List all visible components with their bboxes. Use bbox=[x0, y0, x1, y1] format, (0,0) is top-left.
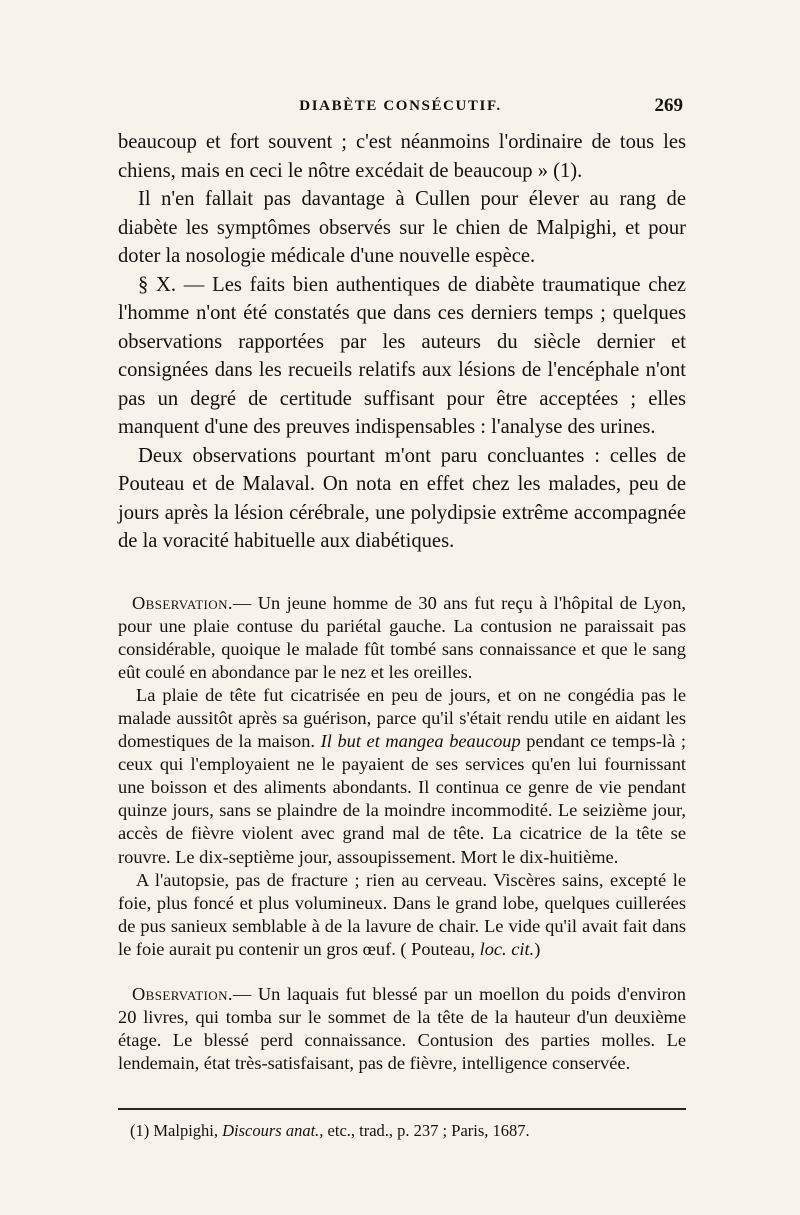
observation-pouteau bbox=[118, 592, 686, 962]
paragraph-continuation: beaucoup et fort souvent ; c'est néanmoins l'ordinaire de tous les chiens, mais en ceci le nôtre excédait de beaucoup » (1). bbox=[118, 131, 686, 182]
observation-2-lead-text: — Un laquais fut blessé par un moellon du poids d'environ 20 livres, qui tomba sur le sommet de la tête de la hauteur d'un deuxième étage. Le blessé perd connaissance. Contusion des parties molles. Le lendemain, état très-satisfaisant, pas de fièvre, intelligence conservée. bbox=[118, 984, 686, 1074]
observation-1-label: Observation. bbox=[132, 592, 233, 613]
observation-2-label: Observation. bbox=[132, 984, 233, 1004]
observation-1-lead-text: — Un jeune homme de 30 ans fut reçu à l'hôpital de Lyon, pour une plaie contuse du pariétal gauche. La contusion ne paraissait pas considérable, quoique le malade fût tombé sans connaissance et que le sang eût coulé en abondance par le nez et les oreilles. bbox=[118, 592, 686, 682]
observation-1-p3-before: A l'autopsie, pas de fracture ; rien au cerveau. Viscères sains, excepté le foie, plus foncé et plus volumineux. Dans le grand lobe, quelques cuillerées de pus sanieux semblable à de la lavure de chair. Le vide qu'il avait fait dans le foie aurait pu contenir un gros œuf. ( Pouteau, bbox=[118, 869, 686, 959]
observation-1-p2-before: La plaie de tête fut cicatrisée en peu de jours, et on ne congédia pas le malade aussitôt après sa guérison, parce qu'il s'était rendu utile en aidant les domestiques de la maison. bbox=[118, 684, 686, 752]
paragraph-two-observations: Deux observations pourtant m'ont paru concluantes : celles de Pouteau et de Malaval. On nota en effet chez les malades, peu de jours après la lésion cérébrale, une polydipsie extrême accompagnée de la voracité habituelle aux diabétiques. bbox=[118, 444, 686, 552]
footnote-before: (1) Malpighi, bbox=[130, 1121, 218, 1140]
footnote-after: etc., trad., p. 237 ; Paris, 1687. bbox=[327, 1121, 530, 1140]
observation-malaval bbox=[118, 983, 686, 1075]
observation-1-paragraph-2 bbox=[118, 684, 686, 869]
page-body bbox=[118, 128, 686, 1075]
observation-2-lead bbox=[118, 983, 686, 1075]
page-header bbox=[118, 95, 683, 122]
paragraph-cullen: Il n'en fallait pas davantage à Cullen pour élever au rang de diabète les symptômes observés sur le chien de Malpighi, et pour doter la nosologie médicale d'une nouvelle espèce. bbox=[118, 188, 686, 267]
observation-1-paragraph-3 bbox=[118, 869, 686, 961]
paragraph-section-x: § X. — Les faits bien authentiques de diabète traumatique chez l'homme n'ont été constatés que dans ces derniers temps ; quelques observations rapportées par les auteurs du siècle dernier et consignées dans les recueils relatifs aux lésions de l'encéphale n'ont pas un degré de certitude suffisant pour être acceptées ; elles manquent d'une des preuves indispensables : l'analyse des urines. bbox=[118, 273, 686, 438]
footnote bbox=[118, 1120, 686, 1142]
observation-1-p2-italic: Il but et mangea beaucoup bbox=[320, 731, 521, 752]
observation-1-lead bbox=[118, 592, 686, 684]
observation-1-p3-italic: loc. cit. bbox=[479, 938, 535, 959]
footnote-divider bbox=[118, 1108, 686, 1110]
footnote-italic: Discours anat., bbox=[222, 1121, 324, 1140]
observation-1-p3-after: ) bbox=[534, 938, 541, 959]
observation-1-p2-after: pendant ce temps-là ; ceux qui l'employaient ne le payaient de ses services qu'en lui fournissant une boisson et des aliments abondants. Il continua ce genre de vie pendant quinze jours, sans se plaindre de la moindre incommodité. Le seizième jour, accès de fièvre violent avec grand mal de tête. La cicatrice de la tête se rouvre. Le dix-septième jour, assoupissement. Mort le dix-huitième. bbox=[118, 731, 686, 867]
page-number: 269 bbox=[654, 95, 683, 116]
running-head: DIABÈTE CONSÉCUTIF. bbox=[299, 98, 502, 114]
